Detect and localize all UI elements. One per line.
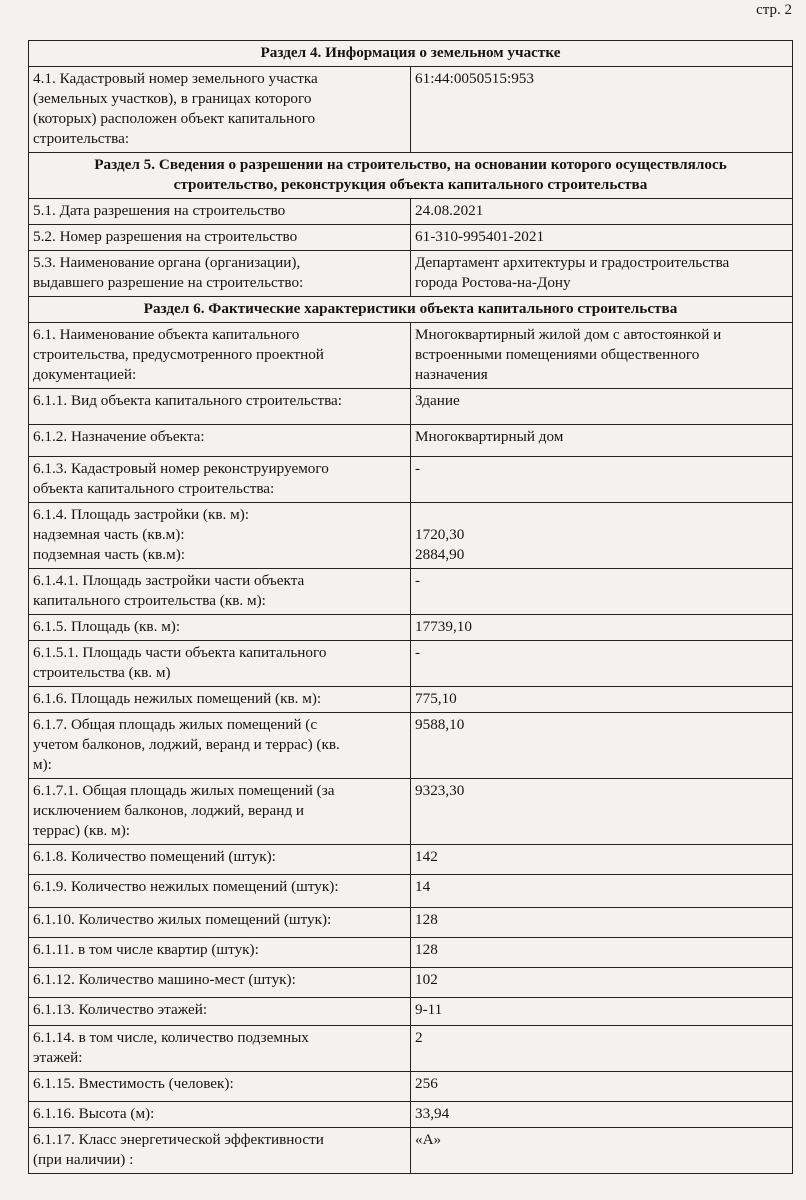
section-4-title: Раздел 4. Информация о земельном участке bbox=[29, 41, 793, 67]
row-6-1-4-1-value: - bbox=[411, 569, 793, 615]
row-6-1-16 bbox=[29, 1102, 793, 1128]
row-6-1-1-value: Здание bbox=[411, 389, 793, 425]
row-6-1-5-1 bbox=[29, 641, 793, 687]
row-6-1-9-value: 14 bbox=[411, 875, 793, 908]
row-6-1-14-label bbox=[29, 1026, 411, 1072]
row-6-1-11-value: 128 bbox=[411, 938, 793, 968]
row-6-1-4-1 bbox=[29, 569, 793, 615]
row-6-1-4-1-label bbox=[29, 569, 411, 615]
row-5-1-label: 5.1. Дата разрешения на строительство bbox=[29, 199, 411, 225]
row-6-1-10 bbox=[29, 908, 793, 938]
row-6-1-15 bbox=[29, 1072, 793, 1102]
label-line: учетом балконов, лоджий, веранд и террас) (кв. bbox=[33, 736, 340, 753]
section-title-line: строительство, реконструкция объекта капитального строительства bbox=[173, 176, 648, 193]
row-6-1-16-label: 6.1.16. Высота (м): bbox=[29, 1102, 411, 1128]
row-6-1-1-label: 6.1.1. Вид объекта капитального строительства: bbox=[29, 389, 411, 425]
row-6-1-3-label bbox=[29, 457, 411, 503]
row-6-1-17-value: «А» bbox=[411, 1128, 793, 1174]
row-6-1-14 bbox=[29, 1026, 793, 1072]
row-6-1 bbox=[29, 323, 793, 389]
section-title-line: Раздел 5. Сведения о разрешении на строительство, на основании которого осуществлялось bbox=[94, 156, 727, 173]
row-6-1-16-value: 33,94 bbox=[411, 1102, 793, 1128]
label-line: документацией: bbox=[33, 366, 137, 383]
label-line: 6.1.7. Общая площадь жилых помещений (с bbox=[33, 716, 318, 733]
row-5-2-value: 61-310-995401-2021 bbox=[411, 225, 793, 251]
label-line: 6.1.5.1. Площадь части объекта капитального bbox=[33, 644, 327, 661]
row-6-1-4-label bbox=[29, 503, 411, 569]
label-line: 6.1.14. в том числе, количество подземных bbox=[33, 1029, 309, 1046]
row-4-1-label bbox=[29, 67, 411, 153]
section-6-header-row bbox=[29, 297, 793, 323]
row-6-1-4 bbox=[29, 503, 793, 569]
row-6-1-3 bbox=[29, 457, 793, 503]
label-line: 6.1.4.1. Площадь застройки части объекта bbox=[33, 572, 305, 589]
row-6-1-13-label: 6.1.13. Количество этажей: bbox=[29, 998, 411, 1026]
label-line: строительства, предусмотренного проектной bbox=[33, 346, 324, 363]
section-5-title bbox=[29, 153, 793, 199]
row-6-1-13-value: 9-11 bbox=[411, 998, 793, 1026]
value-line: Департамент архитектуры и градостроительства bbox=[415, 254, 730, 271]
value-line: города Ростова-на-Дону bbox=[415, 274, 571, 291]
value-line: встроенными помещениями общественного bbox=[415, 346, 700, 363]
row-6-1-5-value: 17739,10 bbox=[411, 615, 793, 641]
value-line: назначения bbox=[415, 366, 488, 383]
label-line: террас) (кв. м): bbox=[33, 822, 130, 839]
row-6-1-5-label: 6.1.5. Площадь (кв. м): bbox=[29, 615, 411, 641]
row-6-1-7-value: 9588,10 bbox=[411, 713, 793, 779]
row-6-1-17-label bbox=[29, 1128, 411, 1174]
row-6-1-6-value: 775,10 bbox=[411, 687, 793, 713]
label-line: (при наличии) : bbox=[33, 1151, 134, 1168]
label-line: 4.1. Кадастровый номер земельного участка bbox=[33, 70, 318, 87]
row-5-2 bbox=[29, 225, 793, 251]
label-line: 6.1. Наименование объекта капитального bbox=[33, 326, 300, 343]
row-6-1-7-1-value: 9323,30 bbox=[411, 779, 793, 845]
row-6-1-7-label bbox=[29, 713, 411, 779]
row-5-1-value: 24.08.2021 bbox=[411, 199, 793, 225]
row-6-1-2 bbox=[29, 425, 793, 457]
object-info-table bbox=[28, 40, 793, 1174]
label-line: этажей: bbox=[33, 1049, 83, 1066]
row-6-1-12-value: 102 bbox=[411, 968, 793, 998]
row-4-1 bbox=[29, 67, 793, 153]
row-6-1-11-label: 6.1.11. в том числе квартир (штук): bbox=[29, 938, 411, 968]
row-6-1-3-value: - bbox=[411, 457, 793, 503]
label-line: 6.1.4. Площадь застройки (кв. м): bbox=[33, 506, 250, 523]
row-4-1-value: 61:44:0050515:953 bbox=[411, 67, 793, 153]
row-6-1-11 bbox=[29, 938, 793, 968]
row-6-1-12 bbox=[29, 968, 793, 998]
row-6-1-7-1 bbox=[29, 779, 793, 845]
row-5-1 bbox=[29, 199, 793, 225]
row-5-3-value bbox=[411, 251, 793, 297]
label-line: выдавшего разрешение на строительство: bbox=[33, 274, 304, 291]
label-line: 5.3. Наименование органа (организации), bbox=[33, 254, 301, 271]
label-line: (земельных участков), в границах которого bbox=[33, 90, 312, 107]
row-6-1-6 bbox=[29, 687, 793, 713]
label-line: м): bbox=[33, 756, 52, 773]
value-line: Многоквартирный жилой дом с автостоянкой и bbox=[415, 326, 722, 343]
label-line: 6.1.17. Класс энергетической эффективности bbox=[33, 1131, 324, 1148]
row-5-2-label: 5.2. Номер разрешения на строительство bbox=[29, 225, 411, 251]
underground-area: 2884,90 bbox=[415, 546, 465, 563]
label-line: надземная часть (кв.м): bbox=[33, 526, 185, 543]
row-5-3 bbox=[29, 251, 793, 297]
label-line: исключением балконов, лоджий, веранд и bbox=[33, 802, 304, 819]
label-line: строительства: bbox=[33, 130, 130, 147]
value-spacer bbox=[415, 505, 788, 525]
row-6-1-8 bbox=[29, 845, 793, 875]
row-6-1-5 bbox=[29, 615, 793, 641]
row-6-1-value bbox=[411, 323, 793, 389]
row-6-1-14-value: 2 bbox=[411, 1026, 793, 1072]
row-6-1-9 bbox=[29, 875, 793, 908]
section-4-header-row bbox=[29, 41, 793, 67]
row-6-1-15-value: 256 bbox=[411, 1072, 793, 1102]
section-5-header-row bbox=[29, 153, 793, 199]
row-6-1-12-label: 6.1.12. Количество машино-мест (штук): bbox=[29, 968, 411, 998]
row-6-1-7 bbox=[29, 713, 793, 779]
label-line: 6.1.3. Кадастровый номер реконструируемого bbox=[33, 460, 329, 477]
row-6-1-10-label: 6.1.10. Количество жилых помещений (штук): bbox=[29, 908, 411, 938]
row-6-1-2-label: 6.1.2. Назначение объекта: bbox=[29, 425, 411, 457]
page-number: стр. 2 bbox=[756, 2, 792, 18]
above-ground-area: 1720,30 bbox=[415, 526, 465, 543]
section-6-title: Раздел 6. Фактические характеристики объекта капитального строительства bbox=[29, 297, 793, 323]
row-6-1-7-1-label bbox=[29, 779, 411, 845]
row-6-1-13 bbox=[29, 998, 793, 1026]
row-5-3-label bbox=[29, 251, 411, 297]
row-6-1-10-value: 128 bbox=[411, 908, 793, 938]
row-6-1-label bbox=[29, 323, 411, 389]
row-6-1-1 bbox=[29, 389, 793, 425]
label-line: (которых) расположен объект капитального bbox=[33, 110, 316, 127]
row-6-1-4-value bbox=[411, 503, 793, 569]
row-6-1-6-label: 6.1.6. Площадь нежилых помещений (кв. м): bbox=[29, 687, 411, 713]
row-6-1-8-label: 6.1.8. Количество помещений (штук): bbox=[29, 845, 411, 875]
row-6-1-2-value: Многоквартирный дом bbox=[411, 425, 793, 457]
row-6-1-5-1-label bbox=[29, 641, 411, 687]
label-line: объекта капитального строительства: bbox=[33, 480, 275, 497]
label-line: подземная часть (кв.м): bbox=[33, 546, 185, 563]
row-6-1-9-label: 6.1.9. Количество нежилых помещений (штук): bbox=[29, 875, 411, 908]
label-line: строительства (кв. м) bbox=[33, 664, 171, 681]
row-6-1-8-value: 142 bbox=[411, 845, 793, 875]
row-6-1-15-label: 6.1.15. Вместимость (человек): bbox=[29, 1072, 411, 1102]
row-6-1-17 bbox=[29, 1128, 793, 1174]
row-6-1-5-1-value: - bbox=[411, 641, 793, 687]
label-line: капитального строительства (кв. м): bbox=[33, 592, 266, 609]
label-line: 6.1.7.1. Общая площадь жилых помещений (за bbox=[33, 782, 335, 799]
